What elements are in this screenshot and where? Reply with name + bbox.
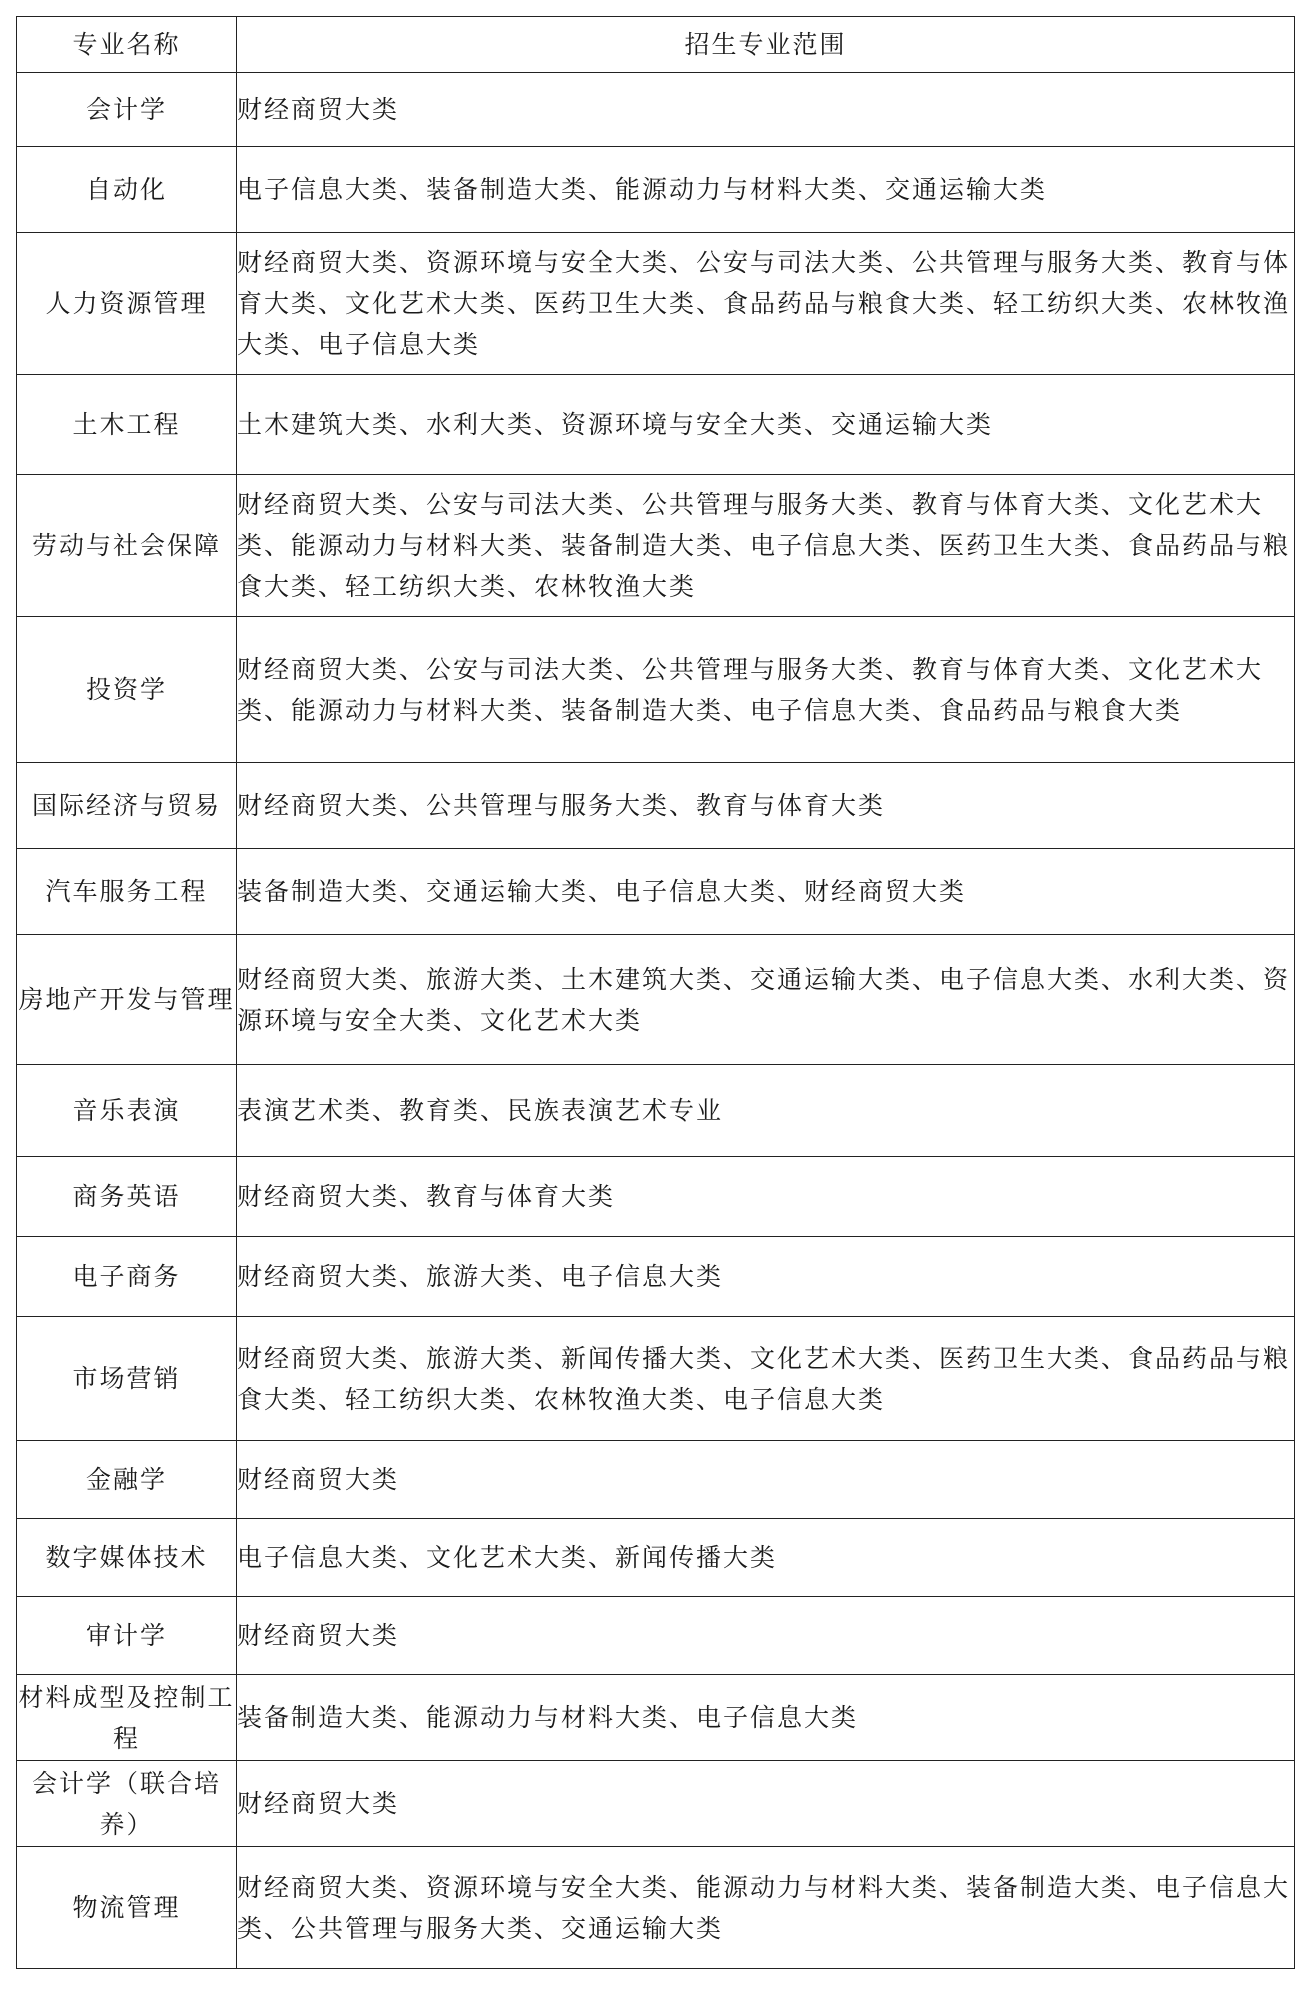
table-row <box>17 1237 1295 1317</box>
table-row <box>17 1519 1295 1597</box>
header-admission-range: 招生专业范围 <box>237 17 1295 73</box>
admission-range: 财经商贸大类、资源环境与安全大类、能源动力与材料大类、装备制造大类、电子信息大类、公共管理与服务大类、交通运输大类 <box>237 1847 1295 1969</box>
admission-range: 表演艺术类、教育类、民族表演艺术专业 <box>237 1065 1295 1157</box>
major-name: 投资学 <box>17 617 237 763</box>
major-name: 金融学 <box>17 1441 237 1519</box>
admission-range: 财经商贸大类、旅游大类、新闻传播大类、文化艺术大类、医药卫生大类、食品药品与粮食大类、轻工纺织大类、农林牧渔大类、电子信息大类 <box>237 1317 1295 1441</box>
admission-range: 财经商贸大类、教育与体育大类 <box>237 1157 1295 1237</box>
major-name: 材料成型及控制工程 <box>17 1675 237 1761</box>
table-row <box>17 147 1295 233</box>
major-name: 审计学 <box>17 1597 237 1675</box>
major-name: 市场营销 <box>17 1317 237 1441</box>
table-row <box>17 1157 1295 1237</box>
admission-range: 财经商贸大类 <box>237 1597 1295 1675</box>
major-name: 数字媒体技术 <box>17 1519 237 1597</box>
table-row <box>17 763 1295 849</box>
table-row <box>17 73 1295 147</box>
table-row <box>17 233 1295 375</box>
major-name: 汽车服务工程 <box>17 849 237 935</box>
major-name: 电子商务 <box>17 1237 237 1317</box>
major-name: 自动化 <box>17 147 237 233</box>
admission-range: 财经商贸大类、公安与司法大类、公共管理与服务大类、教育与体育大类、文化艺术大类、能源动力与材料大类、装备制造大类、电子信息大类、医药卫生大类、食品药品与粮食大类、轻工纺织大类、农林牧渔大类 <box>237 475 1295 617</box>
major-name: 商务英语 <box>17 1157 237 1237</box>
table-row <box>17 375 1295 475</box>
admission-range: 财经商贸大类、旅游大类、土木建筑大类、交通运输大类、电子信息大类、水利大类、资源环境与安全大类、文化艺术大类 <box>237 935 1295 1065</box>
major-name: 国际经济与贸易 <box>17 763 237 849</box>
major-name: 人力资源管理 <box>17 233 237 375</box>
admission-range: 土木建筑大类、水利大类、资源环境与安全大类、交通运输大类 <box>237 375 1295 475</box>
header-major-name: 专业名称 <box>17 17 237 73</box>
major-name: 土木工程 <box>17 375 237 475</box>
table-row <box>17 849 1295 935</box>
table-row <box>17 1597 1295 1675</box>
table-row <box>17 1317 1295 1441</box>
admission-range: 财经商贸大类、资源环境与安全大类、公安与司法大类、公共管理与服务大类、教育与体育大类、文化艺术大类、医药卫生大类、食品药品与粮食大类、轻工纺织大类、农林牧渔大类、电子信息大类 <box>237 233 1295 375</box>
major-name: 会计学 <box>17 73 237 147</box>
table-row <box>17 1441 1295 1519</box>
table-row <box>17 1761 1295 1847</box>
table-row <box>17 1065 1295 1157</box>
admission-range: 财经商贸大类、旅游大类、电子信息大类 <box>237 1237 1295 1317</box>
major-name: 房地产开发与管理 <box>17 935 237 1065</box>
header-row <box>17 17 1295 73</box>
admission-range: 装备制造大类、能源动力与材料大类、电子信息大类 <box>237 1675 1295 1761</box>
admission-range: 电子信息大类、装备制造大类、能源动力与材料大类、交通运输大类 <box>237 147 1295 233</box>
major-name: 劳动与社会保障 <box>17 475 237 617</box>
table-row <box>17 617 1295 763</box>
admission-range: 财经商贸大类 <box>237 73 1295 147</box>
admission-range: 财经商贸大类、公共管理与服务大类、教育与体育大类 <box>237 763 1295 849</box>
major-name: 音乐表演 <box>17 1065 237 1157</box>
major-name: 会计学（联合培养） <box>17 1761 237 1847</box>
admission-range: 财经商贸大类 <box>237 1761 1295 1847</box>
table-row <box>17 935 1295 1065</box>
admission-range: 电子信息大类、文化艺术大类、新闻传播大类 <box>237 1519 1295 1597</box>
table-row <box>17 1847 1295 1969</box>
table-row <box>17 475 1295 617</box>
admission-range: 财经商贸大类、公安与司法大类、公共管理与服务大类、教育与体育大类、文化艺术大类、能源动力与材料大类、装备制造大类、电子信息大类、食品药品与粮食大类 <box>237 617 1295 763</box>
majors-table <box>16 16 1295 1969</box>
major-name: 物流管理 <box>17 1847 237 1969</box>
admission-range: 装备制造大类、交通运输大类、电子信息大类、财经商贸大类 <box>237 849 1295 935</box>
admission-range: 财经商贸大类 <box>237 1441 1295 1519</box>
table-row <box>17 1675 1295 1761</box>
